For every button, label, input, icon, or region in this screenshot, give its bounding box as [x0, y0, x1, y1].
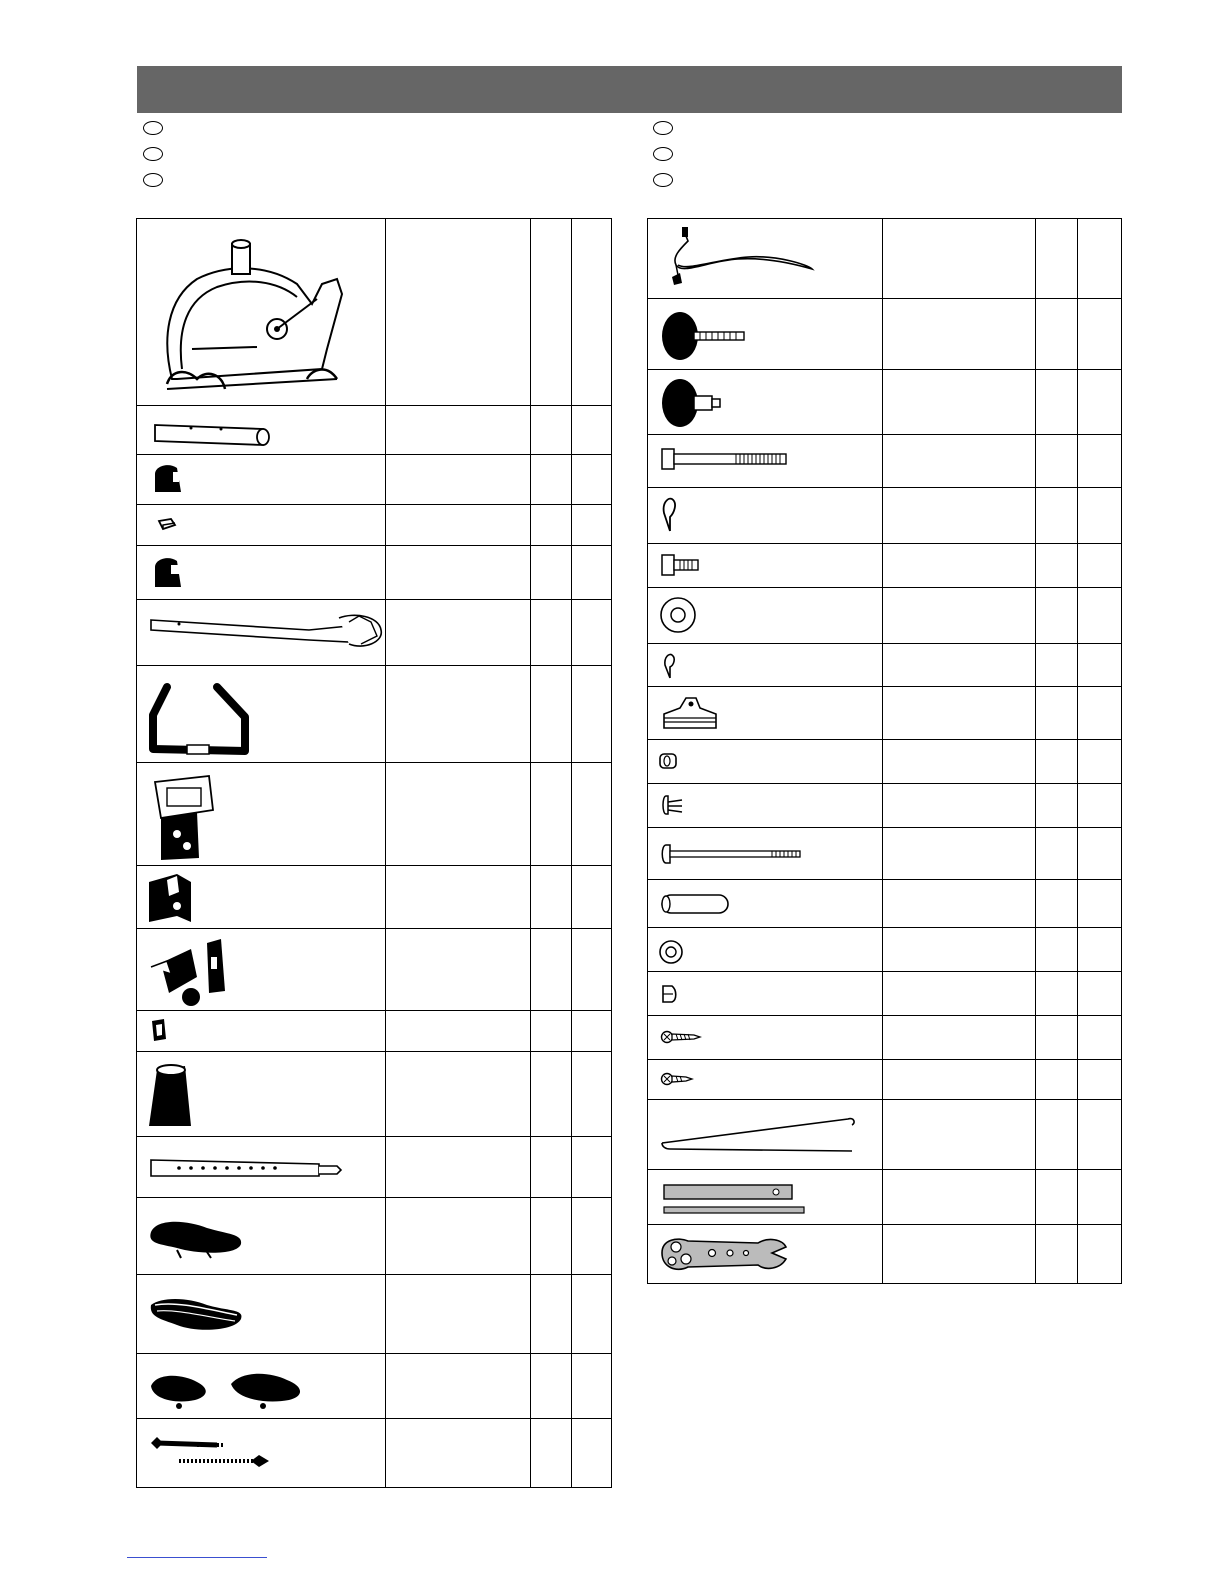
flat-bars-icon: [662, 1181, 807, 1217]
sleeve-icon: [147, 1064, 197, 1129]
right-parts-table: [647, 218, 1122, 1284]
lang-marker-1: [143, 121, 163, 135]
rivet-icon: [660, 794, 686, 816]
spacer-icon: [658, 893, 733, 915]
lang-marker-4: [653, 121, 673, 135]
rod-icon: [658, 1111, 858, 1159]
knob-icon: [658, 376, 728, 431]
ring-icon: [658, 939, 684, 965]
end-cap-icon: [151, 555, 187, 591]
lang-marker-6: [653, 173, 673, 187]
pedals-icon: [147, 1366, 312, 1411]
screw-icon: [660, 1070, 694, 1088]
plug-icon: [149, 1017, 169, 1043]
small-clip-icon: [662, 651, 678, 681]
left-parts-table: [136, 218, 612, 1488]
end-cap-icon: [151, 462, 187, 496]
foot-bracket-icon: [660, 694, 720, 732]
bushing-icon: [658, 752, 678, 770]
spring-clip-icon: [660, 495, 680, 535]
handlebar-icon: [145, 679, 255, 759]
knob-bracket-icon: [147, 937, 232, 1007]
screw-icon: [660, 1028, 702, 1046]
carriage-bolt-icon: [660, 843, 805, 865]
seat-post-icon: [149, 1154, 344, 1184]
cap-nut-icon: [660, 982, 678, 1006]
lang-marker-5: [653, 147, 673, 161]
bracket-cover-icon: [147, 872, 195, 926]
computer-console-icon: [147, 774, 217, 864]
cable-icon: [658, 225, 818, 291]
saddle-icon: [147, 1214, 247, 1259]
header-bar: [137, 66, 1122, 113]
long-bolt-icon: [660, 447, 790, 471]
tube-icon: [151, 419, 276, 449]
handlebar-post-icon: [149, 612, 389, 657]
washer-icon: [658, 595, 698, 635]
knob-screw-icon: [658, 306, 750, 364]
wrench-icon: [658, 1233, 788, 1279]
pedal-straps-icon: [147, 1431, 282, 1476]
lang-marker-2: [143, 147, 163, 161]
footer-rule: [127, 1557, 267, 1558]
short-bolt-icon: [660, 553, 702, 577]
lang-marker-3: [143, 173, 163, 187]
frame-icon: [147, 229, 367, 399]
saddle-icon: [147, 1289, 247, 1339]
small-cap-icon: [157, 517, 177, 531]
